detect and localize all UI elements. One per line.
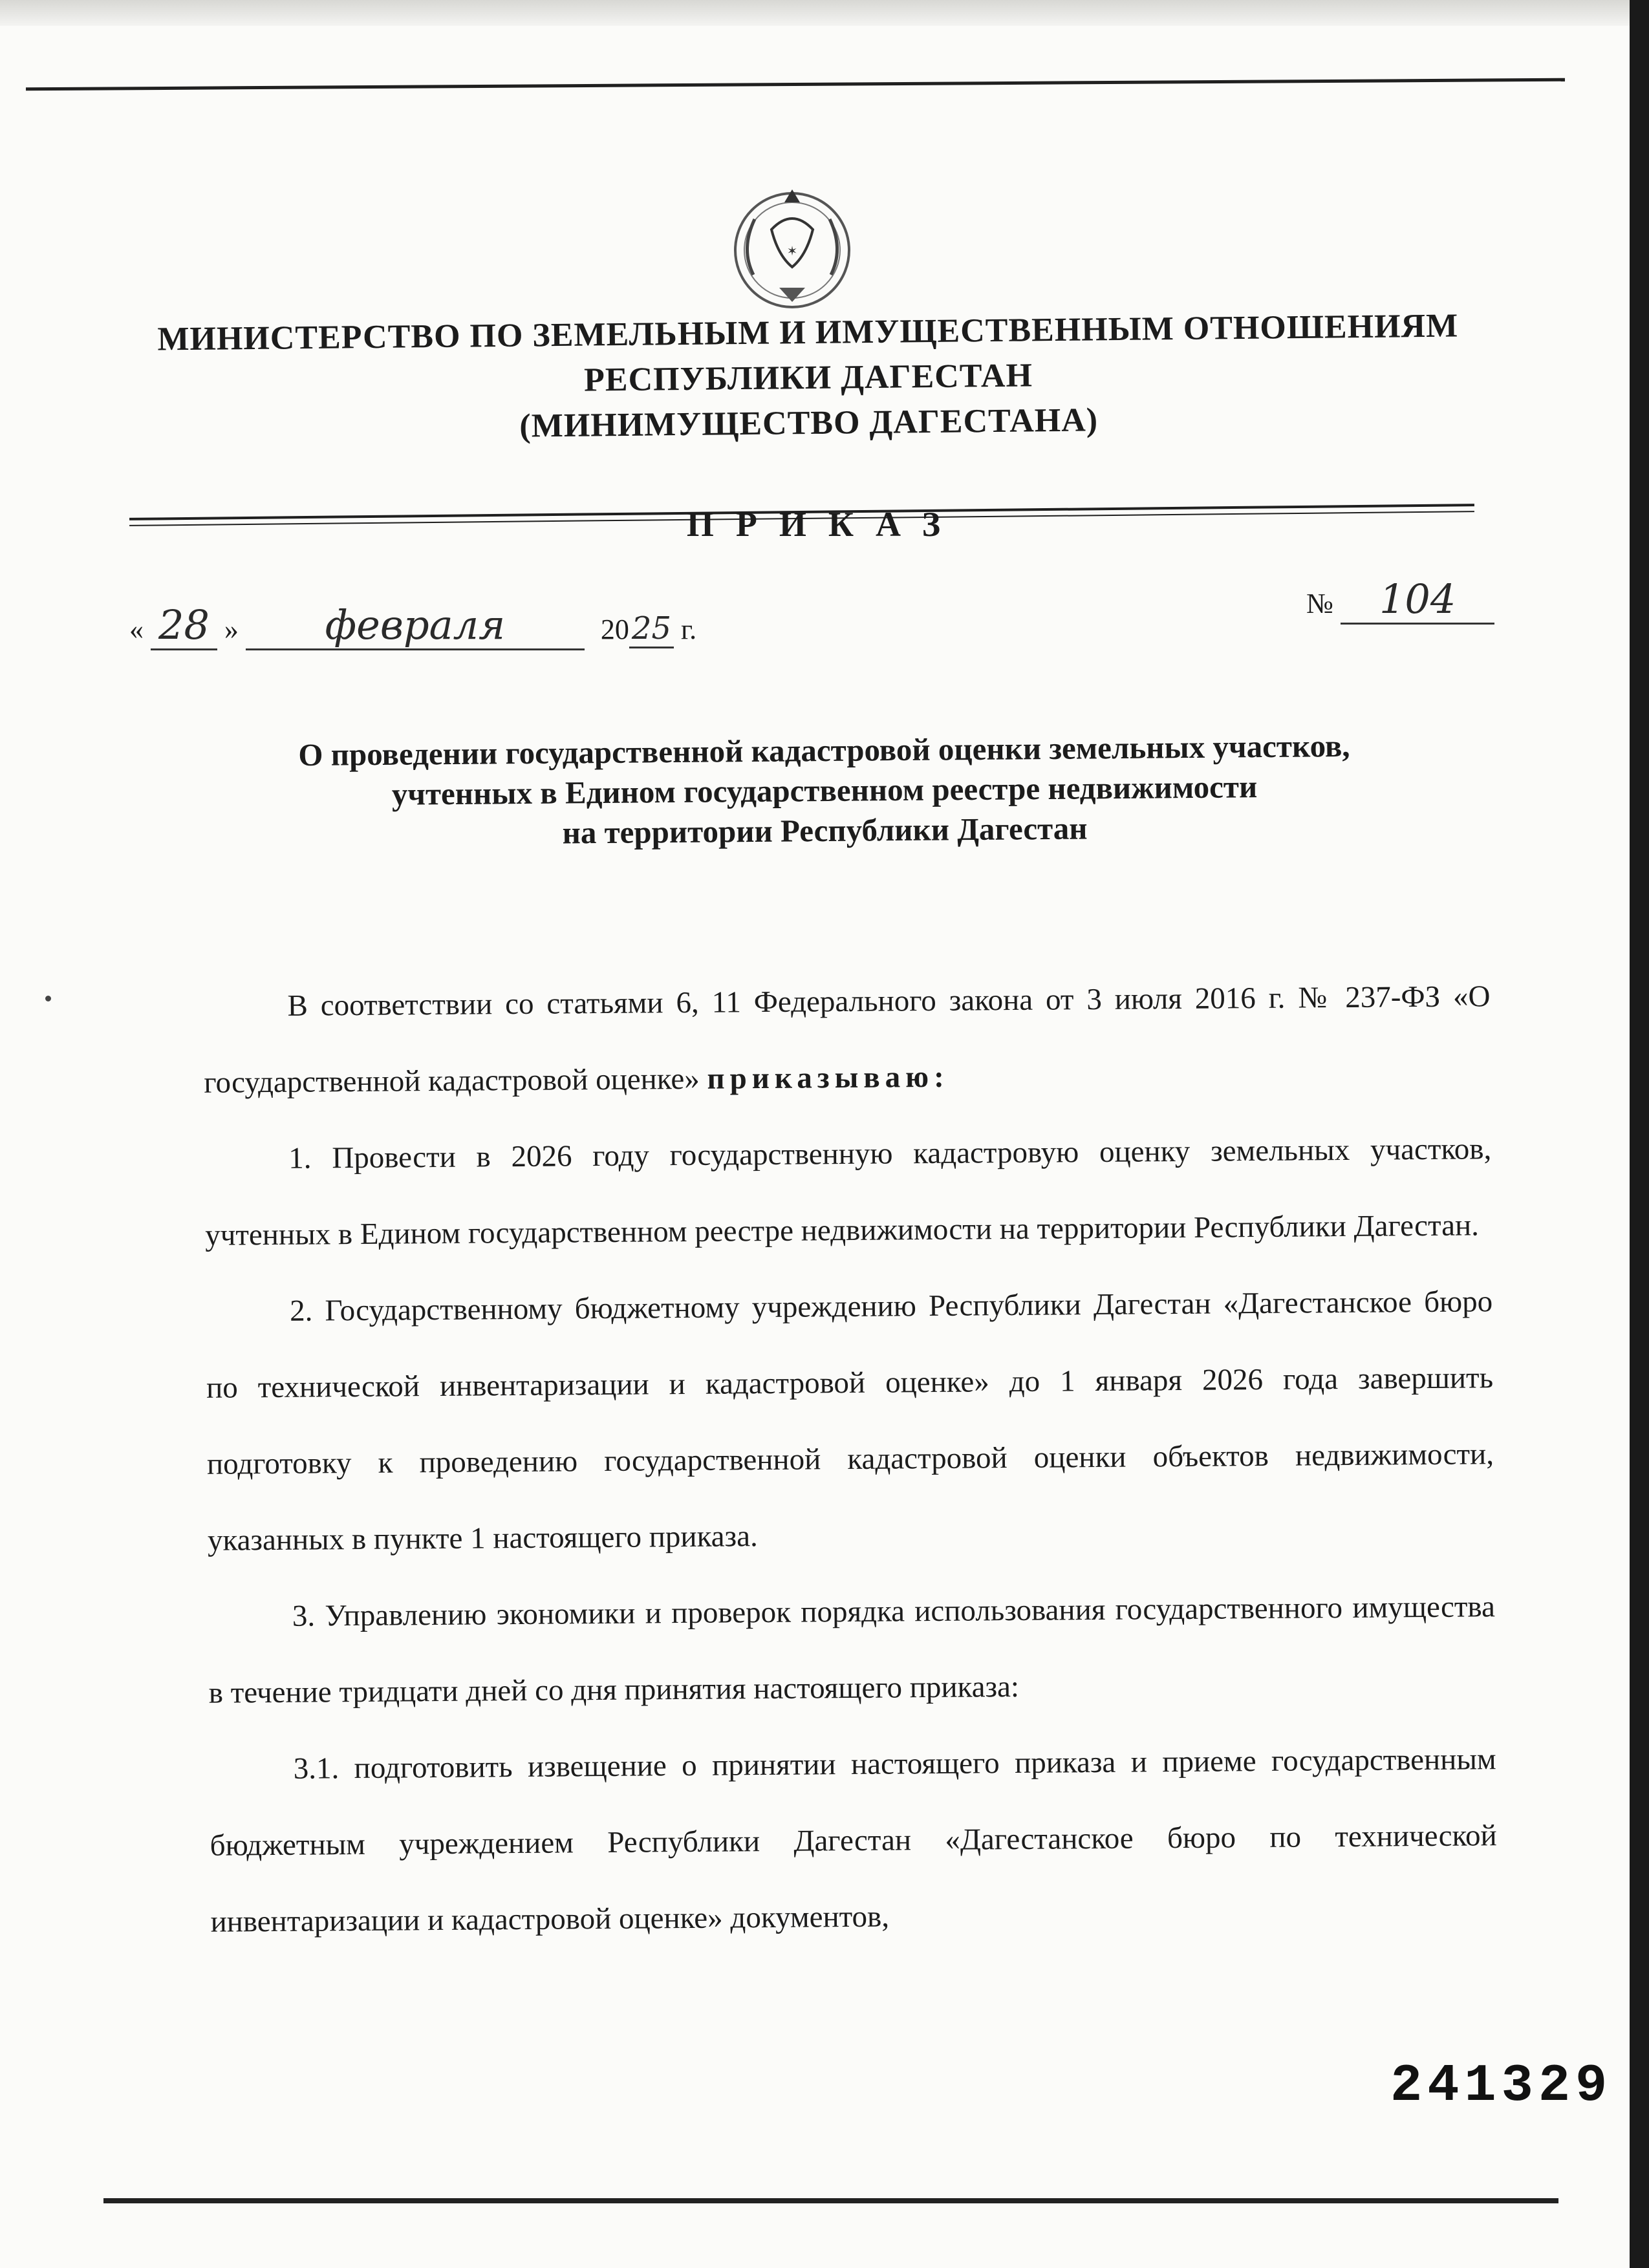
date-close-quote: »	[224, 614, 239, 645]
date-month: февраля	[246, 601, 585, 650]
document-title: ПРИКАЗ	[686, 505, 963, 544]
order-subject	[161, 725, 1488, 857]
svg-text:✶: ✶	[786, 243, 798, 259]
ministry-name	[103, 303, 1514, 454]
date-year-unit: г.	[680, 614, 697, 645]
intro-text: В соответствии со статьями 6, 11 Федерального закона от 3 июля 2016 г. № 237-ФЗ «О государственной кадастровой оценке»	[204, 979, 1491, 1100]
scan-right-edge	[1630, 0, 1649, 2268]
intro-paragraph	[203, 958, 1491, 1121]
number-value: 104	[1341, 575, 1494, 625]
number-sign: №	[1306, 588, 1333, 619]
date-open-quote: «	[129, 614, 144, 645]
item-3-1: 3.1. подготовить извещение о принятии настоящего приказа и приеме государственным бюджетным учреждением Республики Дагестан «Дагестанское бюро по технической инвентаризации и кадастровой оценке» документов,	[210, 1742, 1497, 1939]
order-date	[129, 601, 696, 650]
registration-stamp-number: 241329	[1390, 2056, 1613, 2116]
date-day: 28	[151, 601, 217, 650]
scan-bottom-line	[103, 2198, 1558, 2203]
item-3: 3. Управлению экономики и проверок порядка использования государственного имущества в течение тридцати дней со дня принятия настоящего приказа:	[208, 1590, 1496, 1710]
date-year-prefix: 20	[600, 614, 629, 645]
order-word: приказываю:	[707, 1060, 949, 1096]
subject-line: О проведении государственной кадастровой оценки земельных участков,	[298, 727, 1350, 773]
scan-top-edge	[0, 0, 1649, 26]
date-year-suffix: 25	[629, 610, 674, 648]
subject-line: учтенных в Едином государственном реестре недвижимости	[391, 769, 1258, 812]
order-number	[1306, 575, 1494, 623]
coat-of-arms-icon	[715, 178, 870, 320]
ministry-line: (МИНИМУЩЕСТВО ДАГЕСТАНА)	[519, 401, 1099, 445]
item-2: 2. Государственному бюджетному учреждению Республики Дагестан «Дагестанское бюро по технической инвентаризации и кадастровой оценке» до 1 января 2026 года завершить подготовку к проведению государственной кадастровой оценки объектов недвижимости, указанных в пункте 1 настоящего приказа.	[206, 1285, 1494, 1557]
order-body	[203, 958, 1498, 1960]
subject-line: на территории Республики Дагестан	[562, 810, 1088, 851]
scan-border-line	[26, 78, 1565, 91]
item-1: 1. Провести в 2026 году государственную кадастровую оценку земельных участков, учтенных в Едином государственном реестре недвижимости на территории Республики Дагестан.	[205, 1132, 1492, 1252]
ministry-line: МИНИСТЕРСТВО ПО ЗЕМЕЛЬНЫМ И ИМУЩЕСТВЕННЫМ ОТНОШЕНИЯМ	[157, 307, 1459, 358]
ministry-line: РЕСПУБЛИКИ ДАГЕСТАН	[583, 357, 1033, 399]
scan-speck	[45, 996, 51, 1001]
